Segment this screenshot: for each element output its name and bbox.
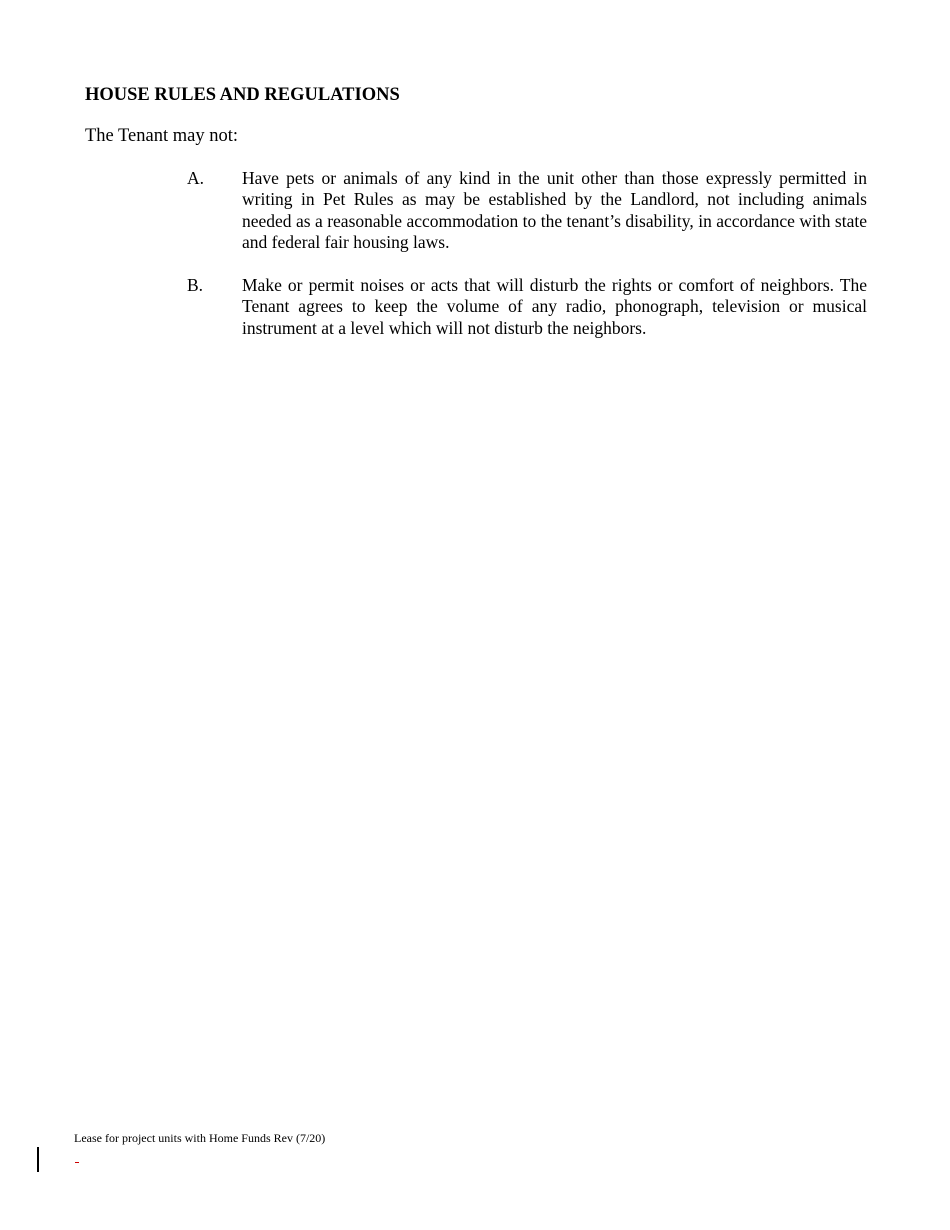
rule-text: Have pets or animals of any kind in the unit other than those expressly permitted in writing in Pet Rules as may be established by the Landlord, not including animals needed as a reasonable accommodation to the tenant’s disability, in accordance with state and federal fair housing laws. (242, 168, 867, 252)
rule-letter: A. (187, 168, 205, 188)
rule-letter: B. (187, 275, 204, 295)
rule-text: Make or permit noises or acts that will disturb the rights or comfort of neighbors. The Tenant agrees to keep the volume of any radio, phonograph, television or musical instrument at a level which will not disturb the neighbors. (242, 275, 867, 338)
revision-change-bar (37, 1147, 39, 1172)
page-footer: Lease for project units with Home Funds Rev (7/20) (74, 1131, 326, 1145)
rule-item-b (187, 275, 867, 339)
intro-text: The Tenant may not: (85, 126, 239, 146)
revision-mark (75, 1162, 79, 1163)
rule-item-a (187, 168, 867, 253)
page-title: HOUSE RULES AND REGULATIONS (85, 85, 400, 105)
